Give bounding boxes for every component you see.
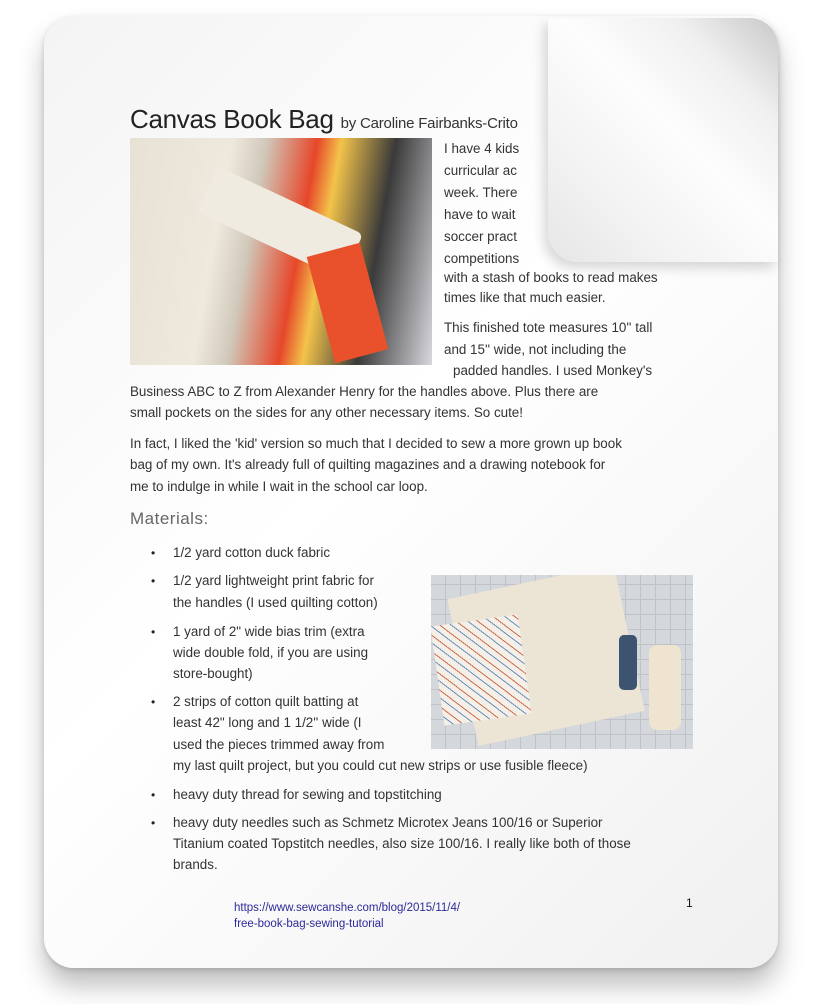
text-line: week. There [444,185,518,200]
text-line: I have 4 kids [444,141,520,156]
page-number: 1 [686,896,693,910]
title-text: Canvas Book Bag [130,104,334,134]
materials-heading: Materials: [130,509,209,528]
text-line: have to wait [444,207,516,222]
bullet: • [151,788,156,802]
bullet: • [151,574,156,588]
text-line: me to indulge in while I wait in the school car loop. [130,479,428,494]
text-line: times like that much easier. [444,290,606,305]
list-item: used the pieces trimmed away from [173,737,385,752]
text-line: This finished tote measures 10'' tall [444,320,653,335]
source-link[interactable] [234,900,460,932]
text-line: competitions [444,251,520,266]
list-item: wide double fold, if you are using [173,645,369,660]
list-item: heavy duty needles such as Schmetz Microtex Jeans 100/16 or Superior [173,815,603,830]
bullet: • [151,695,156,709]
text-line: small pockets on the sides for any other necessary items. So cute! [130,405,523,420]
text-line: and 15'' wide, not including the [444,342,627,357]
link-line[interactable]: free-book-bag-sewing-tutorial [234,918,384,930]
link-line[interactable]: https://www.sewcanshe.com/blog/2015/11/4/ [234,902,461,914]
list-item: heavy duty thread for sewing and topstitching [173,787,442,802]
text-line: In fact, I liked the 'kid' version so much that I decided to sew a more grown up book [130,436,622,451]
bullet: • [151,546,156,560]
materials-photo [431,575,693,749]
list-item: my last quilt project, but you could cut new strips or use fusible fleece) [173,758,588,773]
book-bag-photo [130,138,432,365]
list-item: 1/2 yard cotton duck fabric [173,545,331,560]
text-line: with a stash of books to read makes [444,270,658,285]
list-item: store-bought) [173,666,253,681]
text-line: padded handles. I used Monkey's [453,363,653,378]
bullet: • [151,625,156,639]
text-line: curricular ac [444,163,517,178]
text-line: Business ABC to Z from Alexander Henry for the handles above. Plus there are [130,384,599,399]
list-item: 2 strips of cotton quilt batting at [173,694,359,709]
list-item: least 42" long and 1 1/2'' wide (I [173,715,362,730]
byline: by Caroline Fairbanks-Crito [340,115,518,132]
text-line: bag of my own. It's already full of quilting magazines and a drawing notebook for [130,457,606,472]
list-item: brands. [173,857,218,872]
text-line: soccer pract [444,229,517,244]
page-title [130,104,518,135]
bullet: • [151,816,156,830]
list-item: the handles (I used quilting cotton) [173,595,378,610]
list-item: 1/2 yard lightweight print fabric for [173,573,374,588]
page-curl-icon [548,18,778,262]
list-item: 1 yard of 2" wide bias trim (extra [173,624,365,639]
list-item: Titanium coated Topstitch needles, also size 100/16. I really like both of those [173,836,631,851]
